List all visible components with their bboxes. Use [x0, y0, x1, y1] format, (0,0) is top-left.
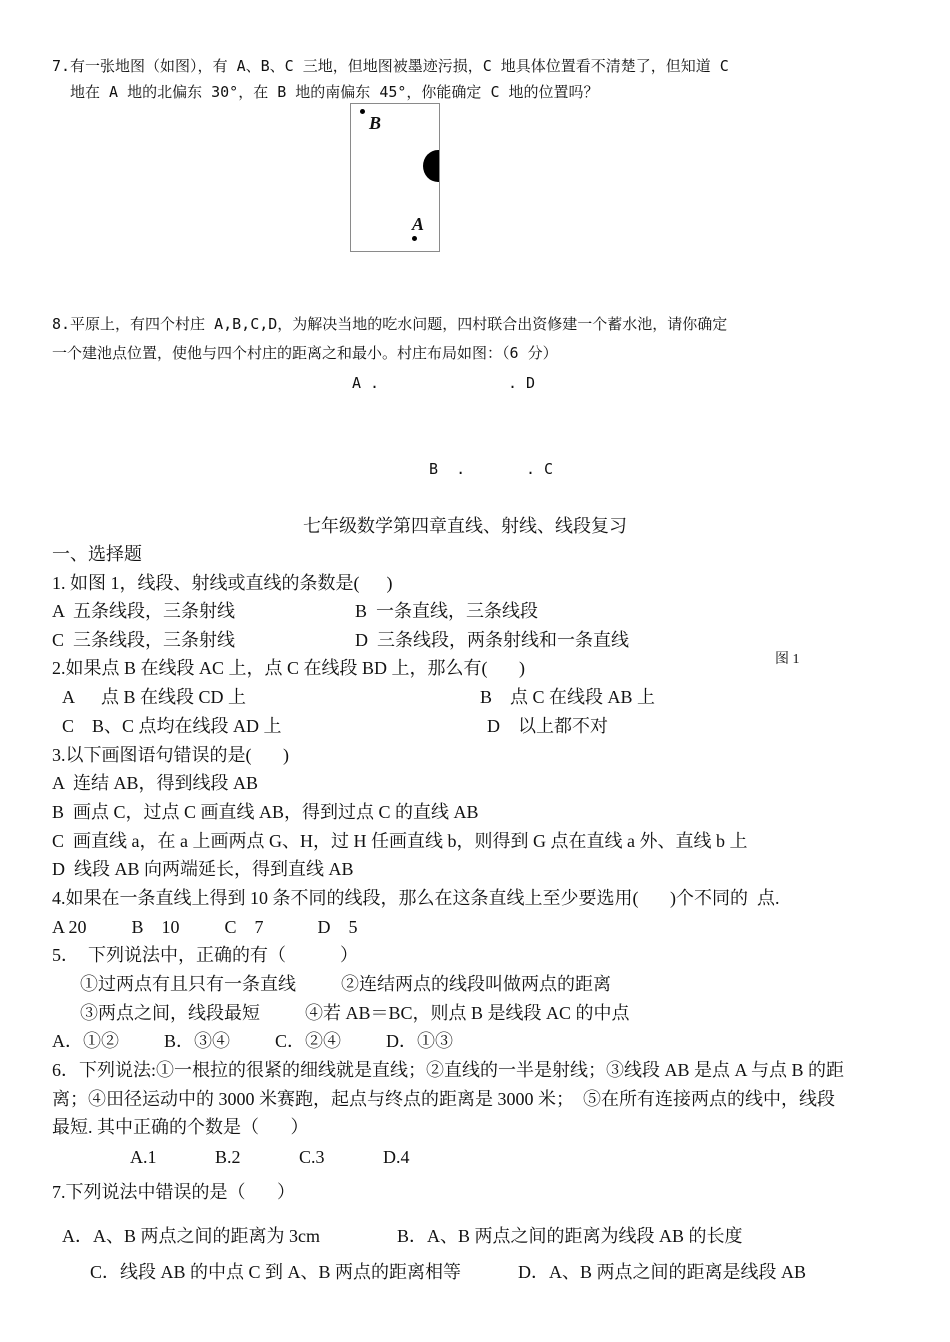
q7-option-a: A．A、B 两点之间的距离为 3cm [62, 1226, 320, 1246]
q3-option-b: B 画点 C，过点 C 画直线 AB，得到过点 C 的直线 AB [52, 802, 479, 822]
q7-text-line1: 7.有一张地图（如图），有 A、B、C 三地，但地图被墨迹污损，C 地具体位置看不清楚了，但知道 C [52, 57, 729, 75]
q3-option-d: D 线段 AB 向两端延长，得到直线 AB [52, 859, 354, 879]
question-4: 4.如果在一条直线上得到 10 条不同的线段，那么在这条直线上至少要选用( )个不同的 点. [52, 888, 780, 908]
q2-option-c: C B、C 点均在线段 AD 上 [62, 716, 282, 736]
section-heading: 一、选择题 [52, 544, 142, 564]
q5-options: A．①② B．③④ C．②④ D．①③ [52, 1031, 454, 1051]
review-title: 七年级数学第四章直线、射线、线段复习 [303, 516, 627, 536]
q7-option-b: B．A、B 两点之间的距离为线段 AB 的长度 [397, 1226, 743, 1246]
q1-option-c: C 三条线段，三条射线 [52, 630, 236, 650]
village-d: . D [508, 374, 536, 392]
map-label-a: A [412, 214, 425, 234]
question-6-line1: 6．下列说法:①一根拉的很紧的细线就是直线；②直线的一半是射线；③线段 AB 是点 A 与点 B 的距 [52, 1060, 845, 1080]
q2-option-d: D 以上都不对 [487, 716, 608, 736]
village-b: B . [429, 460, 466, 478]
question-5: 5． 下列说法中，正确的有（ ） [52, 945, 358, 965]
q1-option-d: D 三条线段，两条射线和一条直线 [355, 630, 629, 650]
q3-option-a: A 连结 AB，得到线段 AB [52, 773, 259, 793]
point-b-dot [360, 109, 365, 114]
q1-option-b: B 一条直线，三条线段 [355, 601, 539, 621]
figure-1-caption: 图 1 [775, 652, 800, 667]
village-a: A . [352, 374, 380, 392]
q8-text-line1: 8.平原上，有四个村庄 A,B,C,D，为解决当地的吃水问题，四村联合出资修建一个蓄水池，请你确定 [52, 315, 728, 333]
question-3: 3.以下画图语句错误的是( ) [52, 745, 289, 765]
question-1: 1. 如图 1，线段、射线或直线的条数是( ) [52, 573, 393, 593]
q7-option-c: C．线段 AB 的中点 C 到 A、B 两点的距离相等 [90, 1262, 462, 1282]
q6-options: A.1 B.2 C.3 D.4 [130, 1147, 410, 1167]
damaged-map-figure [350, 103, 440, 252]
ink-blot [423, 150, 440, 182]
question-6-line2: 离；④田径运动中的 3000 米赛跑，起点与终点的距离是 3000 米； ⑤在所有连接两点的线中，线段 [52, 1089, 835, 1109]
q5-statements-2: ③两点之间，线段最短 ④若 AB＝BC，则点 B 是线段 AC 的中点 [80, 1003, 630, 1023]
q7-option-d: D．A、B 两点之间的距离是线段 AB [518, 1262, 807, 1282]
question-7: 7.下列说法中错误的是（ ） [52, 1182, 295, 1202]
q8-text-line2: 一个建池点位置，使他与四个村庄的距离之和最小。村庄布局如图：（6 分） [52, 344, 558, 362]
q3-option-c: C 画直线 a，在 a 上画两点 G、H，过 H 任画直线 b，则得到 G 点在直线 a 外、直线 b 上 [52, 831, 748, 851]
q2-option-a: A 点 B 在线段 CD 上 [62, 687, 247, 707]
question-2: 2.如果点 B 在线段 AC 上，点 C 在线段 BD 上，那么有( ) [52, 658, 526, 678]
point-a-dot [412, 236, 417, 241]
q2-option-b: B 点 C 在线段 AB 上 [480, 687, 656, 707]
q4-options: A 20 B 10 C 7 D 5 [52, 917, 358, 937]
map-label-b: B [369, 113, 382, 133]
q5-statements-1: ①过两点有且只有一条直线 ②连结两点的线段叫做两点的距离 [80, 974, 611, 994]
q7-text-line2: 地在 A 地的北偏东 30°，在 B 地的南偏东 45°，你能确定 C 地的位置吗？ [70, 83, 599, 101]
village-c: . C [526, 460, 554, 478]
question-6-line3: 最短. 其中正确的个数是（ ） [52, 1117, 309, 1137]
q1-option-a: A 五条线段，三条射线 [52, 601, 236, 621]
